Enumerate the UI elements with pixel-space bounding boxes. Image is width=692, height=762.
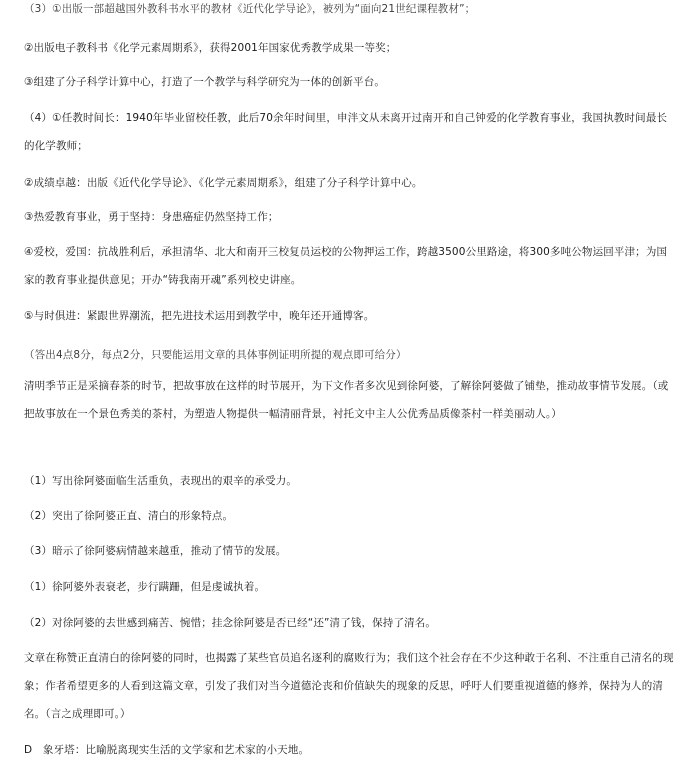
character-point-1: （1）徐阿婆外表衰老，步行蹒跚，但是虔诚执着。 [24, 581, 266, 593]
scoring-note: （答出4点8分，每点2分，只要能运用文章的具体事例证明所提的观点即可给分） [24, 349, 407, 361]
answer-4-line-1: （4）①任教时间长：1940年毕业留校任教，此后70余年时间里，申泮文从未离开过南开和自己钟爱的化学教育事业，我国执教时间最长的化学教师； [24, 112, 668, 152]
passage-analysis: 清明季节正是采摘春茶的时节，把故事放在这样的时节展开，为下文作者多次见到徐阿婆，了解徐阿婆做了铺垫，推动故事情节发展。（或把故事放在一个景色秀美的茶村，为塑造人物提供一幅清丽背景，衬托文中主人公优秀品质像茶村一样美丽动人。） [24, 380, 669, 420]
analysis-point-3: （3）暗示了徐阿婆病情越来越重，推动了情节的发展。 [24, 545, 287, 557]
answer-3-line-1: （3）①出版一部超越国外教科书水平的教材《近代化学导论》，被列为“面向21世纪课程教材”； [24, 3, 476, 15]
answer-3-line-3: ③组建了分子科学计算中心，打造了一个教学与科学研究为一体的创新平台。 [24, 76, 386, 88]
analysis-point-2: （2）突出了徐阿婆正直、清白的形象特点。 [24, 510, 234, 522]
answer-4-line-3: ③热爱教育事业，勇于坚持：身患癌症仍然坚持工作； [24, 211, 279, 223]
vocab-answer: D 象牙塔：比喻脱离现实生活的文学家和艺术家的小天地。 [24, 744, 310, 756]
answer-4-line-2: ②成绩卓越：出版《近代化学导论》、《化学元素周期系》，组建了分子科学计算中心。 [24, 177, 423, 189]
answer-4-line-5: ⑤与时俱进：紧跟世界潮流，把先进技术运用到教学中，晚年还开通博客。 [24, 310, 375, 322]
character-point-2: （2）对徐阿婆的去世感到痛苦、惋惜；挂念徐阿婆是否已经“还”清了钱，保持了清名。 [24, 617, 437, 629]
theme-analysis: 文章在称赞正直清白的徐阿婆的同时，也揭露了某些官员追名逐利的腐败行为；我们这个社会存在不少这种敢于名利、不注重自己清名的现象；作者希望更多的人看到这篇文章，引发了我们对当今道德沦丧和价值缺失的现象的反思，呼吁人们要重视道德的修养，保持为人的清名。（言之成理即可。） [24, 652, 674, 720]
answer-4-line-4: ④爱校，爱国：抗战胜利后，承担清华、北大和南开三校复员运校的公物押运工作，跨越3500公里路途，将300多吨公物运回平津；为国家的教育事业提供意见；开办“铸我南开魂”系列校史讲座。 [24, 246, 668, 286]
answer-3-line-2: ②出版电子教科书《化学元素周期系》，获得2001年国家优秀教学成果一等奖； [24, 42, 397, 54]
analysis-point-1: （1）写出徐阿婆面临生活重负，表现出的艰辛的承受力。 [24, 475, 298, 487]
